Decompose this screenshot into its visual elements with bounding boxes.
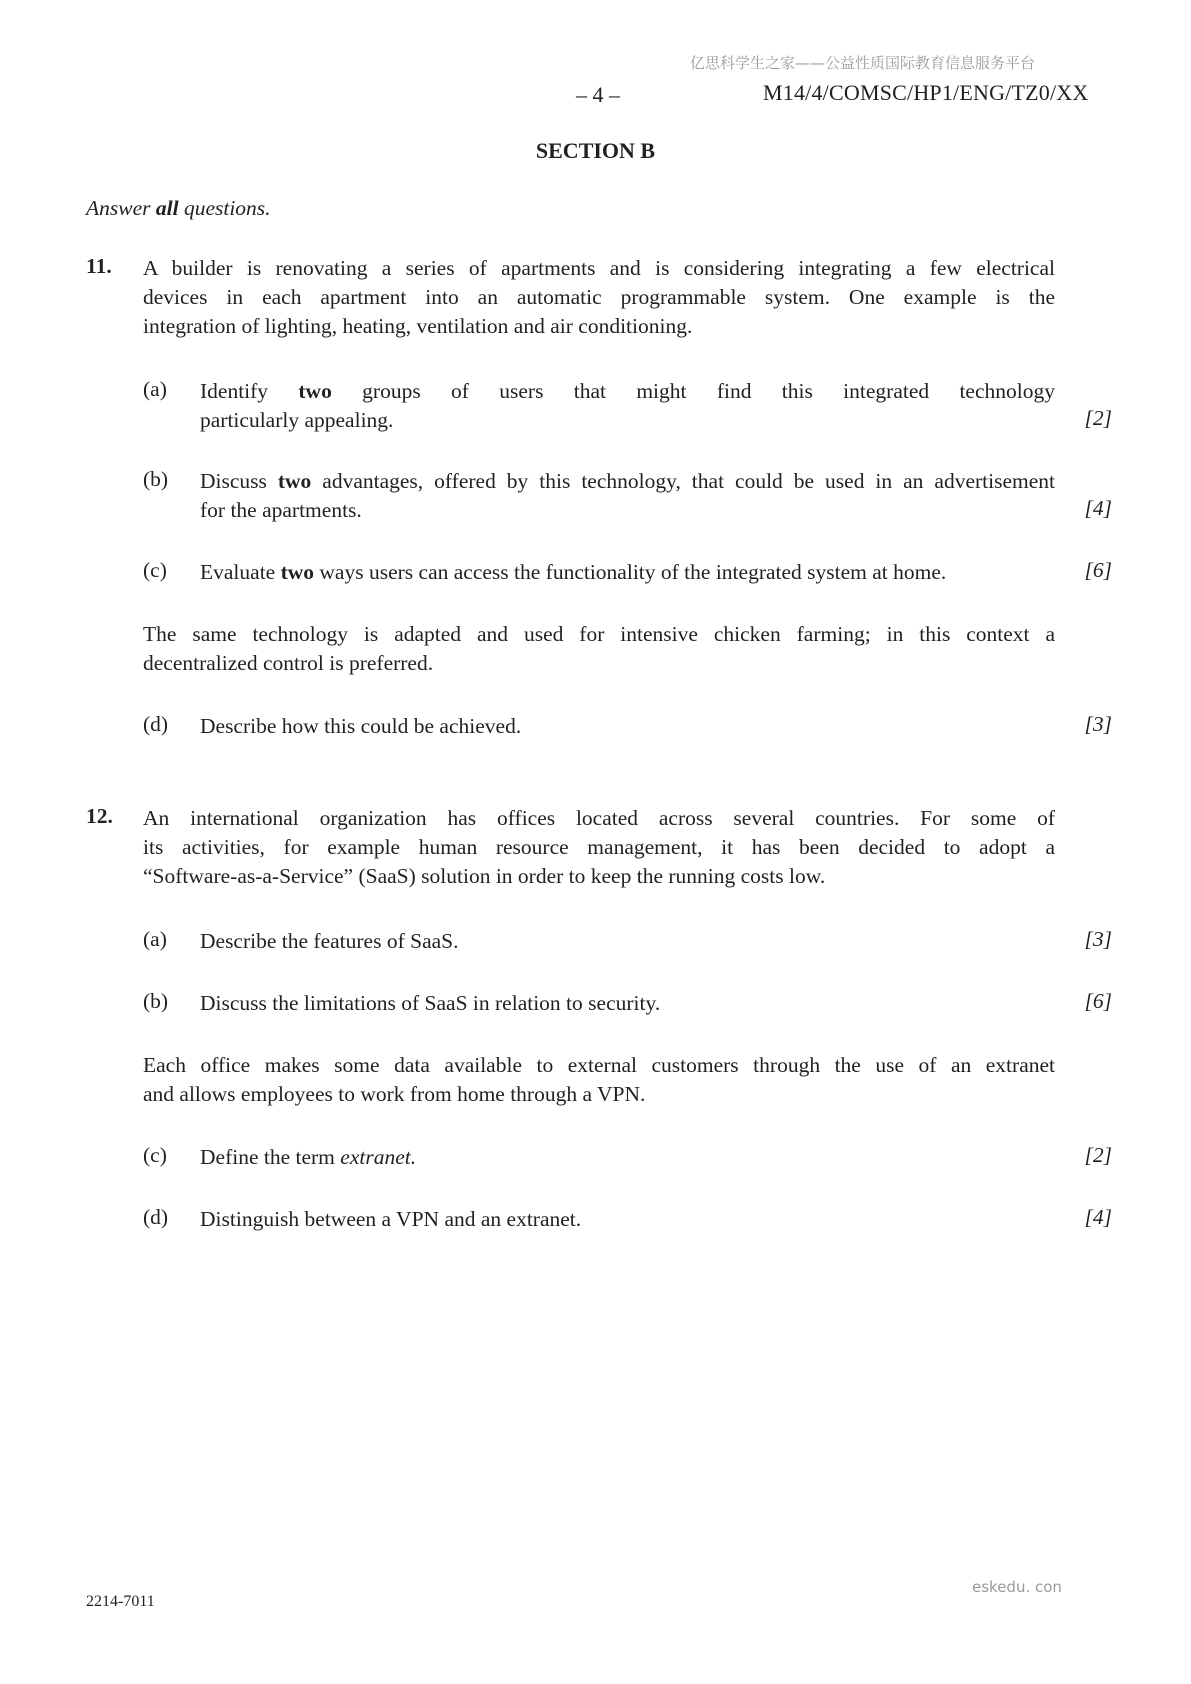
q11a-line-2: particularly appealing. xyxy=(200,408,394,432)
q12-context-line-2: and allows employees to work from home through a VPN. xyxy=(143,1082,646,1106)
question-12-stem xyxy=(143,804,1055,891)
q11c-post: ways users can access the functionality of the integrated system at home. xyxy=(314,560,947,584)
q11b-label: (b) xyxy=(143,467,169,491)
q12a-label: (a) xyxy=(143,927,167,951)
q12d-text: Distinguish between a VPN and an extranet. xyxy=(200,1207,582,1231)
paper-code: M14/4/COMSC/HP1/ENG/TZ0/XX xyxy=(763,80,1089,105)
q11a-mark: [2] xyxy=(1084,406,1112,430)
q12a-text: Describe the features of SaaS. xyxy=(200,929,459,953)
q11d-text: Describe how this could be achieved. xyxy=(200,714,522,738)
question-11-number: 11. xyxy=(86,254,112,278)
q12b-text: Discuss the limitations of SaaS in relation to security. xyxy=(200,991,661,1015)
q12c-text xyxy=(200,1143,1055,1172)
q12d-mark: [4] xyxy=(1084,1205,1112,1229)
footer-code: 2214-7011 xyxy=(86,1593,155,1610)
page-number: – 4 – xyxy=(576,82,620,107)
q12c-pre: Define the term xyxy=(200,1145,341,1169)
q11c-bold: two xyxy=(280,560,315,584)
q11b-mark: [4] xyxy=(1084,496,1112,520)
q11a-post: groups of users that might find this integrated technology xyxy=(331,379,1055,403)
q11a-pre: Identify xyxy=(200,379,299,403)
q12b-label: (b) xyxy=(143,989,169,1013)
q11b-post: advantages, offered by this technology, that could be used in an advertisement xyxy=(311,469,1055,493)
instructions-post: questions. xyxy=(178,196,271,220)
q11-stem-line-1: A builder is renovating a series of apartments and is considering integrating a few electrical xyxy=(143,256,1055,280)
q11-context xyxy=(143,620,1055,678)
q11b-line-2: for the apartments. xyxy=(200,498,362,522)
q11-context-line-2: decentralized control is preferred. xyxy=(143,651,434,675)
q11a-label: (a) xyxy=(143,377,167,401)
watermark-footer-site: eskedu. con xyxy=(972,1578,1062,1596)
q12b-mark: [6] xyxy=(1084,989,1112,1013)
q11-stem-line-3: integration of lighting, heating, ventilation and air conditioning. xyxy=(143,314,693,338)
q11d-label: (d) xyxy=(143,712,169,736)
question-12-number: 12. xyxy=(86,804,113,828)
q12-context xyxy=(143,1051,1055,1109)
q12-stem-line-2: its activities, for example human resource management, it has been decided to adopt a xyxy=(143,835,1055,859)
section-title: SECTION B xyxy=(535,138,656,163)
q12-stem-line-3: “Software-as-a-Service” (SaaS) solution in order to keep the running costs low. xyxy=(143,864,826,888)
q11a-text xyxy=(200,377,1055,435)
q12c-label: (c) xyxy=(143,1143,167,1167)
q12c-italic: extranet. xyxy=(340,1145,417,1169)
q12-stem-line-1: An international organization has offices located across several countries. For some of xyxy=(143,806,1055,830)
watermark-header-cn: 亿思科学生之家——公益性质国际教育信息服务平台 xyxy=(690,54,1036,72)
q11c-mark: [6] xyxy=(1084,558,1112,582)
q11c-pre: Evaluate xyxy=(200,560,281,584)
q11a-bold: two xyxy=(298,379,332,403)
q12a-mark: [3] xyxy=(1084,927,1112,951)
q12-context-line-1: Each office makes some data available to external customers through the use of an extranet xyxy=(143,1053,1055,1077)
instructions-pre: Answer xyxy=(86,196,156,220)
instructions xyxy=(86,196,271,221)
q11-stem-line-2: devices in each apartment into an automatic programmable system. One example is the xyxy=(143,285,1055,309)
q11-context-line-1: The same technology is adapted and used for intensive chicken farming; in this context a xyxy=(143,622,1055,646)
q11b-bold: two xyxy=(277,469,312,493)
q12d-label: (d) xyxy=(143,1205,169,1229)
q11c-label: (c) xyxy=(143,558,167,582)
q11a-line-1 xyxy=(200,377,1055,406)
q11d-mark: [3] xyxy=(1084,712,1112,736)
q11b-line-1 xyxy=(200,467,1055,496)
q11c-text xyxy=(200,558,1055,587)
q12c-mark: [2] xyxy=(1084,1143,1112,1167)
question-11-stem xyxy=(143,254,1055,341)
instructions-bold: all xyxy=(155,196,179,220)
q11b-text xyxy=(200,467,1055,525)
q11b-pre: Discuss xyxy=(200,469,278,493)
